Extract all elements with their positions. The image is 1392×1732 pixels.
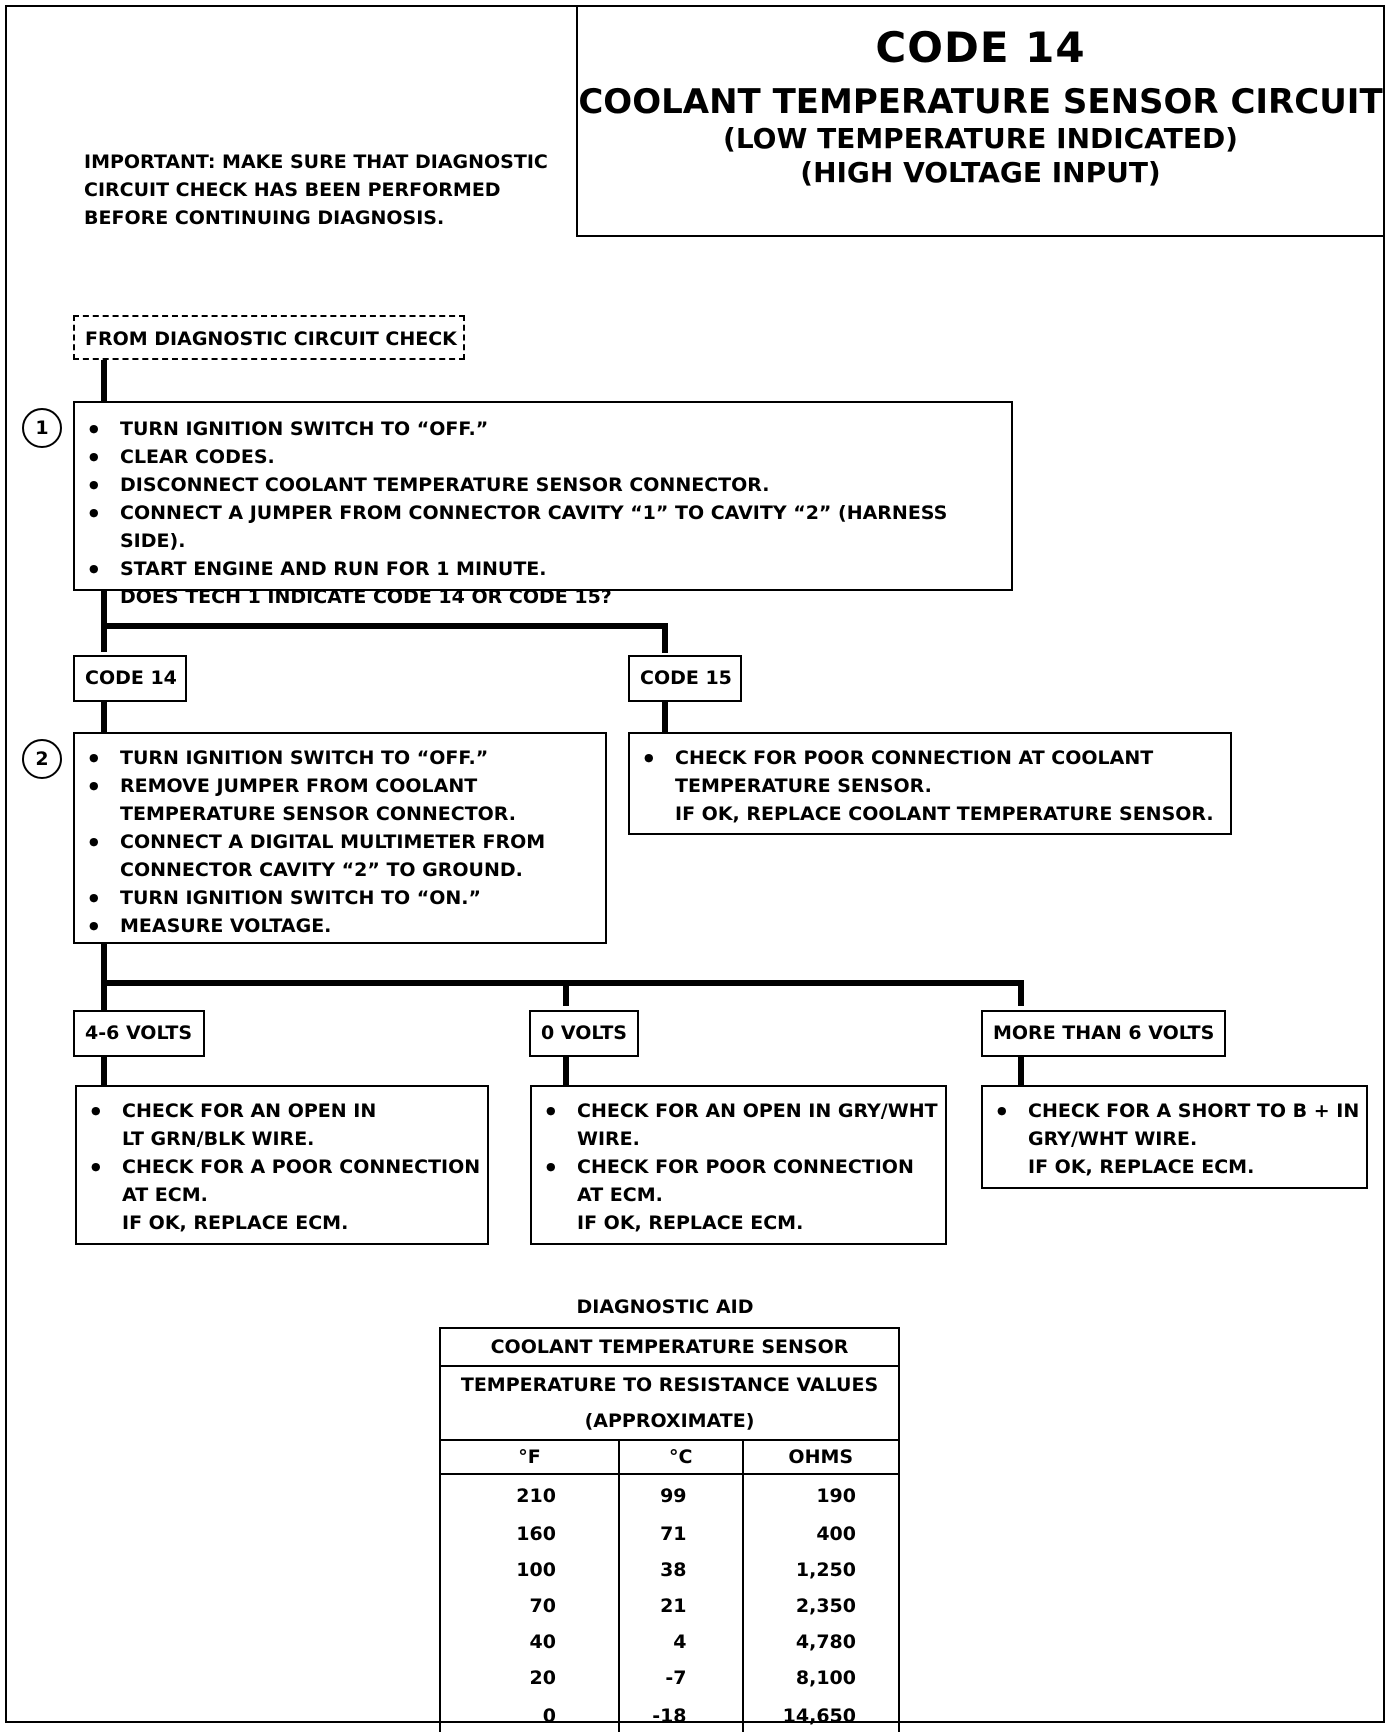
step-2-item: ● REMOVE JUMPER FROM COOLANT	[75, 772, 605, 800]
step-1-item: ● DISCONNECT COOLANT TEMPERATURE SENSOR CONNECTOR.	[75, 471, 1011, 499]
table-row	[440, 1474, 899, 1516]
cell-f: 0	[440, 1696, 619, 1732]
cell-ohms: 2,350	[743, 1588, 899, 1624]
step-number-2: 2	[22, 739, 62, 779]
aid-heading-2-3	[440, 1366, 899, 1440]
step-2-item-cont: TEMPERATURE SENSOR CONNECTOR.	[120, 803, 517, 825]
cell-ohms: 4,780	[743, 1624, 899, 1660]
connector-line	[101, 1054, 107, 1086]
diagnostic-aid-label: DIAGNOSTIC AID	[576, 1296, 754, 1318]
connector-line	[101, 360, 107, 402]
result-b-item: ● CHECK FOR POOR CONNECTION	[532, 1153, 945, 1181]
label-0-volts: 0 VOLTS	[529, 1010, 639, 1057]
title-main: COOLANT TEMPERATURE SENSOR CIRCUIT	[578, 82, 1383, 122]
result-b-item: ● CHECK FOR AN OPEN IN GRY/WHT	[532, 1097, 945, 1125]
important-line: BEFORE CONTINUING DIAGNOSIS.	[84, 207, 445, 229]
step-1-item: ● CLEAR CODES.	[75, 443, 1011, 471]
result-b-item-cont: WIRE.	[577, 1128, 640, 1150]
label-4-6-volts: 4-6 VOLTS	[73, 1010, 205, 1057]
result-b-item-cont: AT ECM.	[577, 1184, 663, 1206]
step-1-item: ● TURN IGNITION SWITCH TO “OFF.”	[75, 415, 1011, 443]
step-2-item: ● MEASURE VOLTAGE.	[75, 912, 605, 940]
connector-line	[662, 701, 668, 733]
cell-c: 99	[619, 1474, 743, 1516]
result-a-item-cont: AT ECM.	[122, 1184, 208, 1206]
cell-c: 38	[619, 1552, 743, 1588]
table-row	[440, 1588, 899, 1624]
connector-line	[563, 980, 569, 1006]
cell-f: 160	[440, 1516, 619, 1552]
step-1-item: ● START ENGINE AND RUN FOR 1 MINUTE.	[75, 555, 1011, 583]
label-code-15: CODE 15	[628, 655, 742, 702]
cell-c: 21	[619, 1588, 743, 1624]
start-box: FROM DIAGNOSTIC CIRCUIT CHECK	[73, 315, 465, 360]
result-a-item-cont: IF OK, REPLACE ECM.	[122, 1212, 349, 1234]
result-more-than-6-volts-box	[981, 1085, 1368, 1189]
aid-column-header-row	[440, 1440, 899, 1474]
cell-ohms: 14,650	[743, 1696, 899, 1732]
cell-c: 71	[619, 1516, 743, 1552]
label-more-than-6-volts: MORE THAN 6 VOLTS	[981, 1010, 1226, 1057]
title-sub-1: (LOW TEMPERATURE INDICATED)	[723, 122, 1238, 155]
cell-c: -7	[619, 1660, 743, 1696]
important-line: IMPORTANT: MAKE SURE THAT DIAGNOSTIC	[84, 151, 548, 173]
cell-c: -18	[619, 1696, 743, 1732]
code-15-item-cont: TEMPERATURE SENSOR.	[675, 775, 932, 797]
important-note	[84, 148, 548, 232]
cell-ohms: 190	[743, 1474, 899, 1516]
step-1-item: ● CONNECT A JUMPER FROM CONNECTOR CAVITY “1” TO CAVITY “2” (HARNESS SIDE).	[75, 499, 1011, 555]
code-15-item: ● CHECK FOR POOR CONNECTION AT COOLANT	[630, 744, 1230, 772]
result-c-item: ● CHECK FOR A SHORT TO B + IN	[983, 1097, 1366, 1125]
connector-line	[1018, 1054, 1024, 1086]
cell-f: 70	[440, 1588, 619, 1624]
step-2-item-cont: CONNECTOR CAVITY “2” TO GROUND.	[120, 859, 523, 881]
table-row	[440, 1552, 899, 1588]
step-2-item: ● TURN IGNITION SWITCH TO “ON.”	[75, 884, 605, 912]
aid-heading-2: TEMPERATURE TO RESISTANCE VALUES	[460, 1374, 879, 1396]
table-row	[440, 1660, 899, 1696]
title-code: CODE 14	[875, 23, 1086, 72]
cell-f: 20	[440, 1660, 619, 1696]
cell-c: 4	[619, 1624, 743, 1660]
step-1-question: DOES TECH 1 INDICATE CODE 14 OR CODE 15?	[120, 586, 612, 608]
step-1-box	[73, 401, 1013, 608]
title-sub-2: (HIGH VOLTAGE INPUT)	[800, 156, 1161, 189]
table-row	[440, 1516, 899, 1552]
cell-ohms: 8,100	[743, 1660, 899, 1696]
result-c-item-cont: GRY/WHT WIRE.	[1028, 1128, 1198, 1150]
result-c-item-cont: IF OK, REPLACE ECM.	[1028, 1156, 1255, 1178]
connector-line	[1018, 980, 1024, 1006]
col-header-c: °C	[619, 1440, 743, 1474]
result-b-item-cont: IF OK, REPLACE ECM.	[577, 1212, 804, 1234]
code-15-action-box	[628, 732, 1232, 835]
cell-ohms: 1,250	[743, 1552, 899, 1588]
col-header-f: °F	[440, 1440, 619, 1474]
title-box	[576, 5, 1385, 237]
connector-line	[101, 623, 665, 629]
connector-line	[101, 701, 107, 733]
table-row	[440, 1696, 899, 1732]
result-a-item: ● CHECK FOR A POOR CONNECTION	[77, 1153, 487, 1181]
connector-line	[662, 623, 668, 653]
cell-ohms: 400	[743, 1516, 899, 1552]
code-15-item-cont: IF OK, REPLACE COOLANT TEMPERATURE SENSOR.	[675, 803, 1214, 825]
connector-line	[563, 1054, 569, 1086]
diagnostic-aid-table	[439, 1327, 900, 1732]
table-row	[440, 1624, 899, 1660]
step-2-item: ● CONNECT A DIGITAL MULTIMETER FROM	[75, 828, 605, 856]
step-2-box	[73, 732, 607, 944]
step-number-1: 1	[22, 408, 62, 448]
aid-heading-row	[440, 1328, 899, 1366]
aid-heading-1: COOLANT TEMPERATURE SENSOR	[440, 1328, 899, 1366]
aid-heading-row	[440, 1366, 899, 1440]
col-header-ohms: OHMS	[743, 1440, 899, 1474]
result-a-item-cont: LT GRN/BLK WIRE.	[122, 1128, 315, 1150]
result-0-volts-box	[530, 1085, 947, 1245]
important-line: CIRCUIT CHECK HAS BEEN PERFORMED	[84, 179, 501, 201]
step-2-item: ● TURN IGNITION SWITCH TO “OFF.”	[75, 744, 605, 772]
aid-heading-3: (APPROXIMATE)	[584, 1410, 755, 1432]
result-a-item: ● CHECK FOR AN OPEN IN	[77, 1097, 487, 1125]
result-4-6-volts-box	[75, 1085, 489, 1245]
cell-f: 210	[440, 1474, 619, 1516]
cell-f: 100	[440, 1552, 619, 1588]
label-code-14: CODE 14	[73, 655, 187, 702]
cell-f: 40	[440, 1624, 619, 1660]
